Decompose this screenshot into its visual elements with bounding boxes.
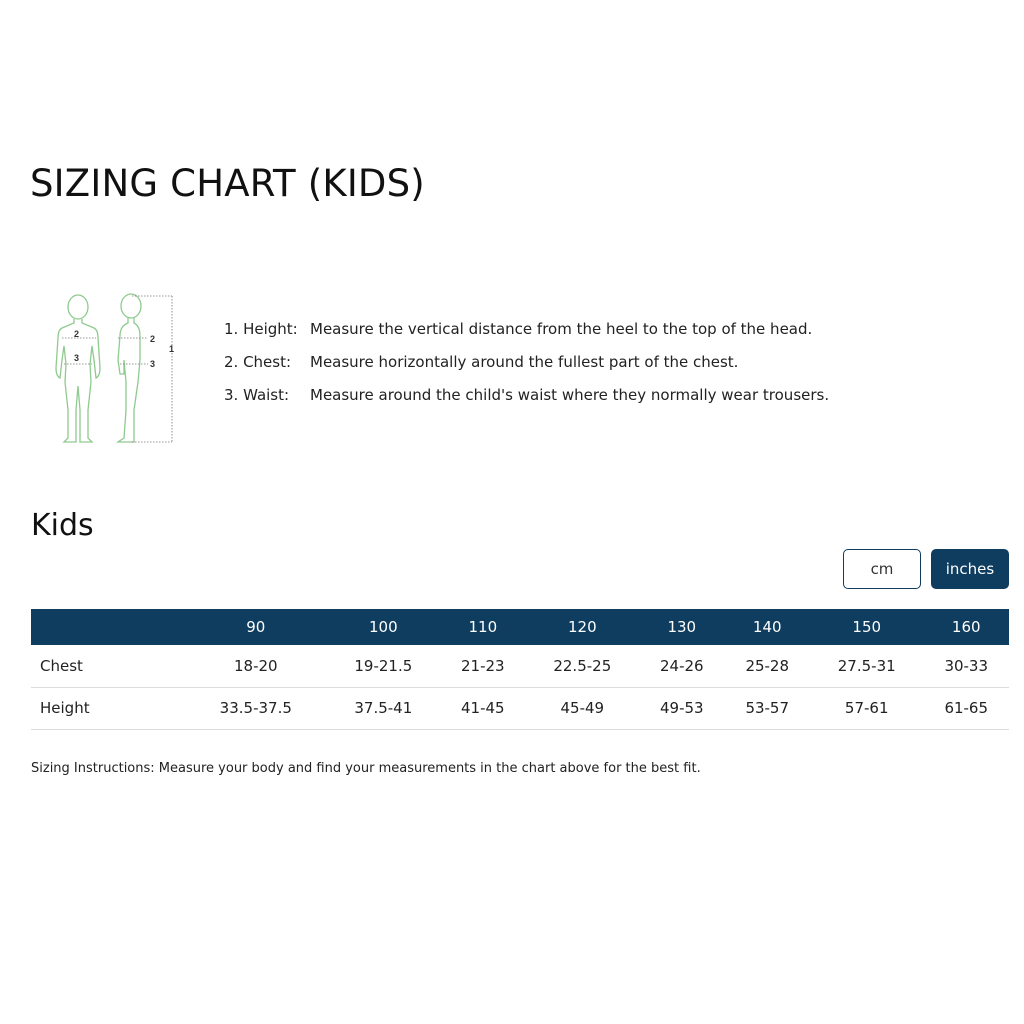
- unit-toggle: [843, 549, 1009, 589]
- table-cell: 30-33: [923, 645, 1009, 687]
- page-title: SIZING CHART (KIDS): [30, 162, 425, 205]
- child-figure-icon: [48, 290, 188, 450]
- table-cell: 22.5-25: [526, 645, 640, 687]
- figure-marker-1: 1: [169, 344, 175, 354]
- table-cell: 27.5-31: [810, 645, 924, 687]
- table-header-corner: [31, 609, 185, 645]
- figure-marker-2-side: 2: [150, 334, 156, 344]
- table-cell: 45-49: [526, 687, 640, 729]
- instruction-waist: [224, 384, 829, 417]
- table-cell: 33.5-37.5: [185, 687, 327, 729]
- measurement-instructions: [224, 318, 829, 417]
- size-header: 90: [246, 618, 266, 636]
- figure-marker-3-front: 3: [74, 353, 80, 363]
- figure-marker-3-side: 3: [150, 359, 156, 369]
- table-cell: 53-57: [725, 687, 810, 729]
- instruction-height: [224, 318, 829, 351]
- body-measurement-figure: [48, 290, 188, 450]
- size-table: [31, 609, 1009, 730]
- instruction-label: 1. Height:: [224, 320, 298, 338]
- table-header-row: [31, 609, 1009, 645]
- section-title: Kids: [31, 508, 94, 543]
- row-label: Chest: [31, 645, 185, 687]
- instruction-chest: [224, 351, 829, 384]
- instruction-label: 2. Chest:: [224, 353, 292, 371]
- table-row: [31, 645, 1009, 687]
- cm-unit-button[interactable]: cm: [843, 549, 921, 589]
- figure-marker-2-front: 2: [74, 329, 80, 339]
- instruction-text: Measure around the child's waist where they normally wear trousers.: [310, 386, 830, 404]
- table-cell: 18-20: [185, 645, 327, 687]
- size-header: 100: [369, 618, 398, 636]
- table-cell: 25-28: [725, 645, 810, 687]
- size-header: 160: [951, 618, 981, 636]
- instruction-text: Measure the vertical distance from the heel to the top of the head.: [310, 320, 813, 338]
- instruction-label: 3. Waist:: [224, 386, 290, 404]
- size-header: 120: [567, 618, 597, 636]
- size-header: 150: [852, 618, 882, 636]
- table-cell: 49-53: [639, 687, 724, 729]
- table-cell: 57-61: [810, 687, 924, 729]
- row-label: Height: [31, 687, 185, 729]
- size-header: 130: [667, 618, 697, 636]
- inches-unit-button[interactable]: inches: [931, 549, 1009, 589]
- table-row: [31, 687, 1009, 729]
- sizing-footnote: Sizing Instructions: Measure your body and find your measurements in the chart above for the best fit.: [31, 761, 701, 776]
- table-cell: 61-65: [923, 687, 1009, 729]
- table-cell: 21-23: [440, 645, 525, 687]
- table-cell: 41-45: [440, 687, 525, 729]
- size-header: 140: [752, 618, 782, 636]
- table-cell: 37.5-41: [327, 687, 441, 729]
- table-cell: 24-26: [639, 645, 724, 687]
- size-header: 110: [468, 618, 498, 636]
- table-cell: 19-21.5: [327, 645, 441, 687]
- instruction-text: Measure horizontally around the fullest part of the chest.: [310, 353, 739, 371]
